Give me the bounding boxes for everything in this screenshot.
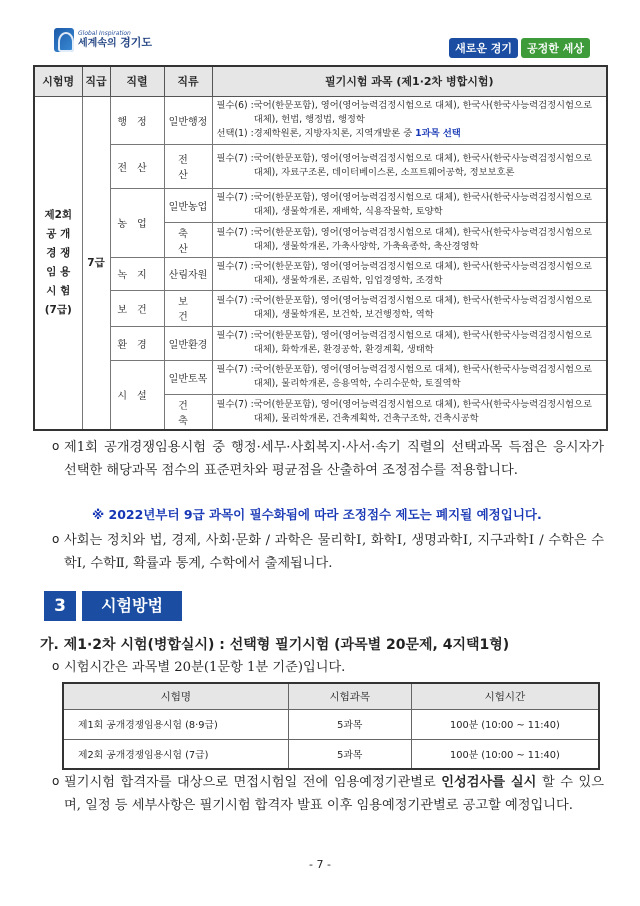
subjects-cell: 필수(6) : 국어(한문포함), 영어(영어능력검정시험으로 대체), 한국사(한국사능력검정시험으로 대체), 헌법, 행정법, 행정학 선택(1) : 경제학원론, 지방자치론, 지역개발론 중 1과목 선택 [212,96,607,144]
section-number: 3 [44,591,76,621]
kind-cell: 일반토목 [164,360,212,394]
note-adjusted-score: 제1회 공개경쟁임용시험 중 행정·세무·사회복지·사서·속기 직렬의 선택과목 득점은 응시자가 선택한 해당과목 점수의 표준편차와 평균점을 산출하여 조정점수를 적용합니다. [64,440,604,478]
method-subhead: 가. 제1·2차 시험(병합실시) : 선택형 필기시험 (과목별 20문제, 4지택1형) [40,637,510,653]
position-cell: 전산 [110,144,164,188]
subjects-cell: 필수(7) : 국어(한문포함), 영어(영어능력검정시험으로 대체), 한국사(한국사능력검정시험으로 대체), 물리학개론, 건축계획학, 건축구조학, 건축시공학 [212,394,607,430]
position-cell: 시설 [110,360,164,430]
subjects-cell: 필수(7) : 국어(한문포함), 영어(영어능력검정시험으로 대체), 한국사(한국사능력검정시험으로 대체), 화학개론, 환경공학, 환경계획, 생태학 [212,326,607,360]
position-cell: 보건 [110,290,164,326]
kind-cell: 산림자원 [164,257,212,290]
subjects-cell: 필수(7) : 국어(한문포함), 영어(영어능력검정시험으로 대체), 한국사(한국사능력검정시험으로 대체), 물리학개론, 응용역학, 수리수문학, 토질역학 [212,360,607,394]
bullet-icon: o [52,532,60,546]
col-grade: 직급 [82,66,110,96]
notice-abolish: ※ 2022년부터 9급 과목이 필수화됨에 따라 조정점수 제도는 폐지될 예정입니다. [92,507,542,522]
table-row [34,326,607,360]
subjects-cell: 필수(7) : 국어(한문포함), 영어(영어능력검정시험으로 대체), 한국사(한국사능력검정시험으로 대체), 생물학개론, 조림학, 임업경영학, 조경학 [212,257,607,290]
time-col-duration: 시험시간 [411,683,599,709]
kind-cell: 일반환경 [164,326,212,360]
time-col-exam: 시험명 [63,683,288,709]
slogan-new: 새로운 경기 [449,38,518,58]
subjects-cell: 필수(7) : 국어(한문포함), 영어(영어능력검정시험으로 대체), 한국사(한국사능력검정시험으로 대체), 생물학개론, 보건학, 보건행정학, 역학 [212,290,607,326]
time-cell: 5과목 [288,739,411,769]
kind-cell: 일반행정 [164,96,212,144]
table-row [34,360,607,394]
position-cell: 농업 [110,188,164,257]
logo-emblem-icon [54,28,74,52]
table-row [34,188,607,222]
kind-cell: 전산 [164,144,212,188]
col-kind: 직류 [164,66,212,96]
page-number: - 7 - [309,858,331,871]
kind-cell: 건축 [164,394,212,430]
logo-title: 세계속의 경기도 [78,36,153,49]
table-row [63,739,599,769]
bullet-icon: o [52,774,60,788]
time-cell: 100분 (10:00 ~ 11:40) [411,709,599,739]
time-table [62,682,600,770]
exam-name-cell: 제2회 공 개 경 쟁 임 용 시 험 (7급) [34,96,82,430]
time-note: 시험시간은 과목별 20분(1문항 1분 기준)입니다. [64,660,346,675]
time-cell: 100분 (10:00 ~ 11:40) [411,739,599,769]
table-row [34,257,607,290]
subjects-cell: 필수(7) : 국어(한문포함), 영어(영어능력검정시험으로 대체), 한국사(한국사능력검정시험으로 대체), 생물학개론, 재배학, 식용작물학, 토양학 [212,188,607,222]
grade-cell: 7급 [82,96,110,430]
col-exam: 시험명 [34,66,82,96]
bullet-icon: o [52,439,60,453]
position-cell: 행정 [110,96,164,144]
page-header [0,0,640,64]
time-cell: 제2회 공개경쟁임용시험 (7급) [63,739,288,769]
col-position: 직렬 [110,66,164,96]
position-cell: 녹지 [110,257,164,290]
subjects-cell: 필수(7) : 국어(한문포함), 영어(영어능력검정시험으로 대체), 한국사(한국사능력검정시험으로 대체), 자료구조론, 데이터베이스론, 소프트웨어공학, 정보보호론 [212,144,607,188]
kind-cell: 일반농업 [164,188,212,222]
gyeonggi-logo [54,28,152,52]
subject-table [33,65,608,431]
table-row [63,709,599,739]
time-col-subjects: 시험과목 [288,683,411,709]
elective-highlight: 1과목 선택 [415,128,461,139]
position-cell: 환경 [110,326,164,360]
table-row [34,144,607,188]
logo-subtitle: Global Inspiration [78,30,131,37]
col-subjects: 필기시험 과목 (제1·2차 병합시험) [212,66,607,96]
slogan [449,38,590,58]
slogan-fair: 공정한 세상 [521,38,590,58]
note-subject-scope: 사회는 정치와 법, 경제, 사회·문화 / 과학은 물리학Ⅰ, 화학Ⅰ, 생명과학Ⅰ, 지구과학Ⅰ / 수학은 수학Ⅰ, 수학Ⅱ, 확률과 통계, 수학에서 출제됩니다. [64,533,604,571]
time-cell: 제1회 공개경쟁임용시험 (8·9급) [63,709,288,739]
time-cell: 5과목 [288,709,411,739]
table-row [34,96,607,144]
bullet-icon: o [52,659,60,673]
kind-cell: 축산 [164,222,212,257]
subjects-cell: 필수(7) : 국어(한문포함), 영어(영어능력검정시험으로 대체), 한국사(한국사능력검정시험으로 대체), 생물학개론, 가축사양학, 가축육종학, 축산경영학 [212,222,607,257]
section-title: 시험방법 [82,591,182,621]
kind-cell: 보건 [164,290,212,326]
table-row [34,290,607,326]
note-personality-test: 필기시험 합격자를 대상으로 면접시험일 전에 임용예정기관별로 인성검사를 실시 할 수 있으며, 일정 등 세부사항은 필기시험 합격자 발표 이후 임용예정기관별로 공고할 예정입니다. [64,775,604,813]
